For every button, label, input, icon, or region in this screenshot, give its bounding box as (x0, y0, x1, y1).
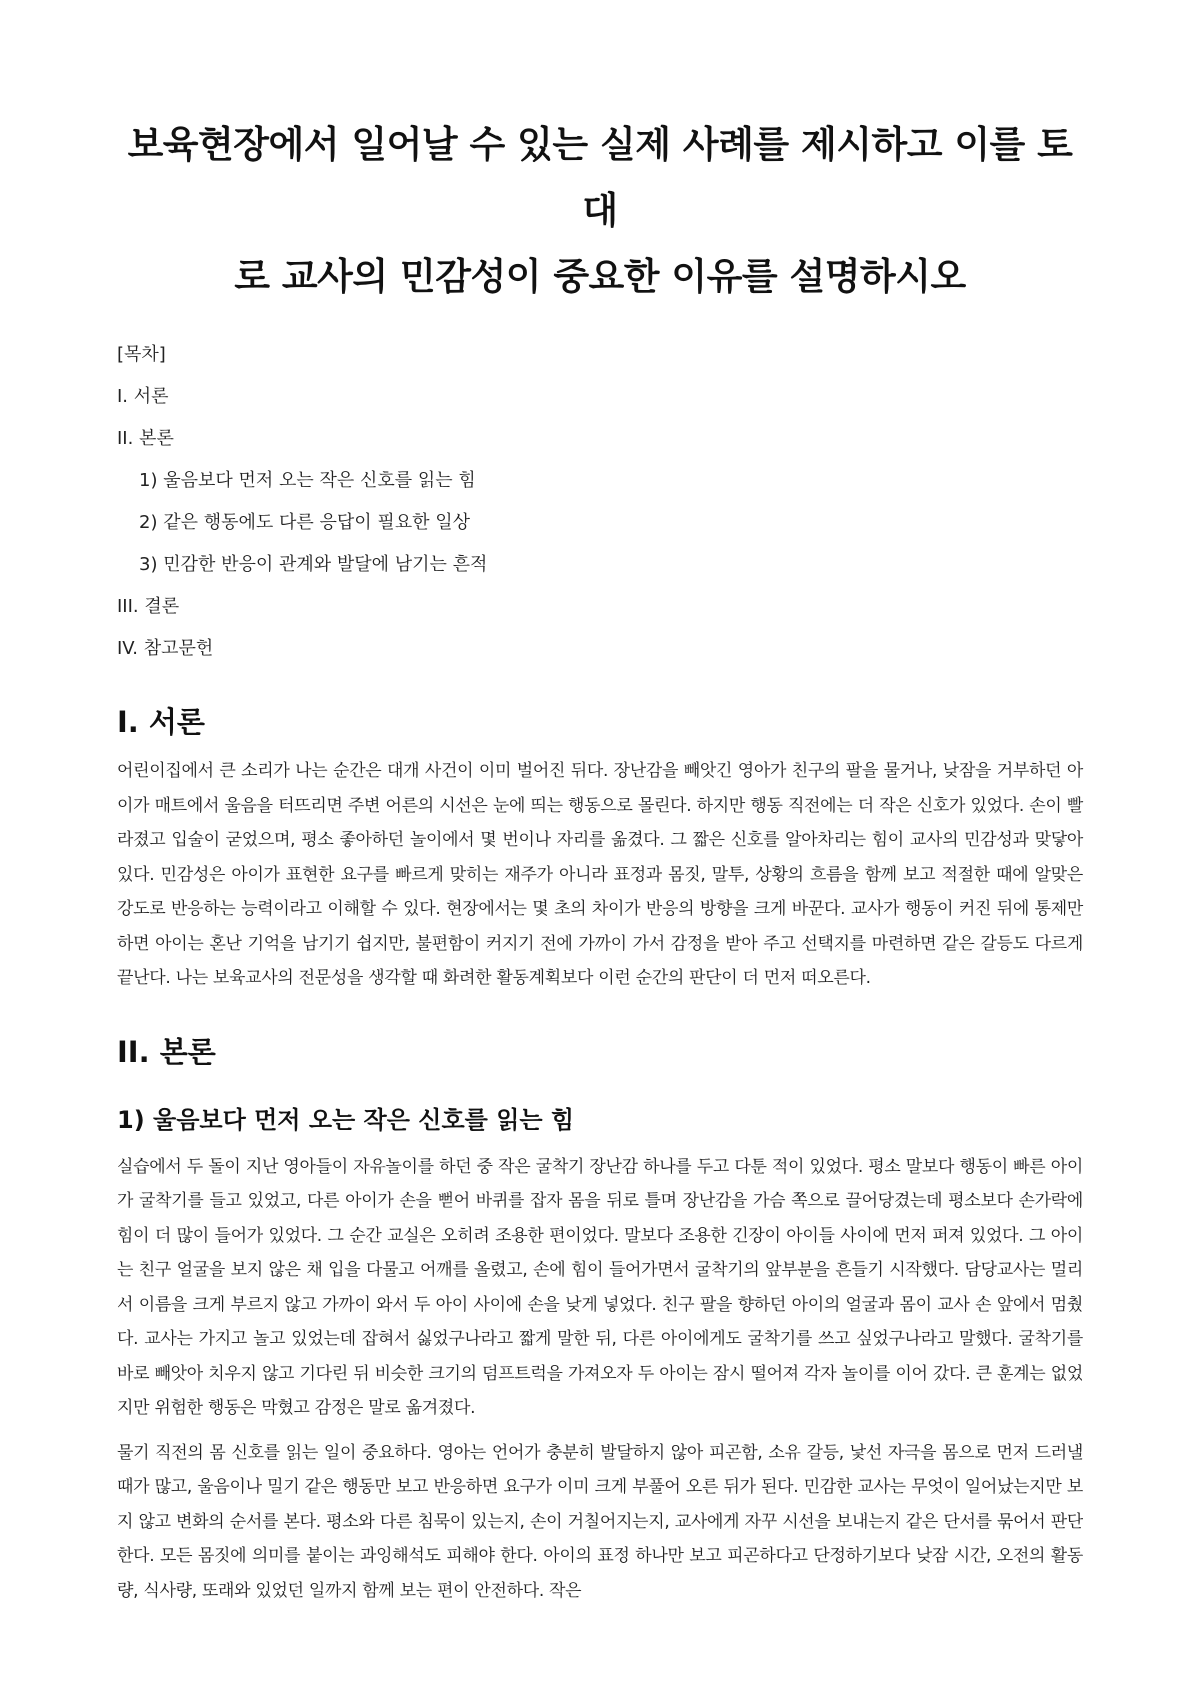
document-title (117, 112, 1083, 310)
toc-item-body-2: 2) 같은 행동에도 다른 응답이 필요한 일상 (139, 512, 471, 533)
subsection-heading-1: 1) 울음보다 먼저 오는 작은 신호를 읽는 힘 (117, 1105, 575, 1134)
toc-item-references: IV. 참고문헌 (117, 638, 214, 659)
intro-paragraph: 어린이집에서 큰 소리가 나는 순간은 대개 사건이 이미 벌어진 뒤다. 장난감을 빼앗긴 영아가 친구의 팔을 물거나, 낮잠을 거부하던 아이가 매트에서 울음을 터뜨리면 주변 어른의 시선은 눈에 띄는 행동으로 몰린다. 하지만 행동 직전에는 더 작은 신호가 있었다. 손이 빨라졌고 입술이 굳었으며, 평소 좋아하던 놀이에서 몇 번이나 자리를 옮겼다. 그 짧은 신호를 알아차리는 힘이 교사의 민감성과 맞닿아 있다. 민감성은 아이가 표현한 요구를 빠르게 맞히는 재주가 아니라 표정과 몸짓, 말투, 상황의 흐름을 함께 보고 적절한 때에 알맞은 강도로 반응하는 능력이라고 이해할 수 있다. 현장에서는 몇 초의 차이가 반응의 방향을 크게 바꾼다. 교사가 행동이 커진 뒤에 통제만 하면 아이는 혼난 기억을 남기기 쉽지만, 불편함이 커지기 전에 가까이 가서 감정을 받아 주고 선택지를 마련하면 같은 갈등도 다르게 끝난다. 나는 보육교사의 전문성을 생각할 때 화려한 활동계획보다 이런 순간의 판단이 더 먼저 떠오른다. (117, 761, 1083, 988)
title-line-2: 로 교사의 민감성이 중요한 이유를 설명하시오 (234, 255, 966, 298)
body-paragraph-1: 실습에서 두 돌이 지난 영아들이 자유놀이를 하던 중 작은 굴착기 장난감 하나를 두고 다툰 적이 있었다. 평소 말보다 행동이 빠른 아이가 굴착기를 들고 있었고, 다른 아이가 손을 뻗어 바퀴를 잡자 몸을 뒤로 틀며 장난감을 가슴 쪽으로 끌어당겼는데 평소보다 손가락에 힘이 더 많이 들어가 있었다. 그 순간 교실은 오히려 조용한 편이었다. 말보다 조용한 긴장이 아이들 사이에 먼저 퍼져 있었다. 그 아이는 친구 얼굴을 보지 않은 채 입을 다물고 어깨를 올렸고, 손에 힘이 들어가면서 굴착기의 앞부분을 흔들기 시작했다. 담당교사는 멀리서 이름을 크게 부르지 않고 가까이 와서 두 아이 사이에 손을 낮게 넣었다. 친구 팔을 향하던 아이의 얼굴과 몸이 교사 손 앞에서 멈췄다. 교사는 가지고 놀고 있었는데 잡혀서 싫었구나라고 짧게 말한 뒤, 다른 아이에게도 굴착기를 쓰고 싶었구나라고 말했다. 굴착기를 바로 빼앗아 치우지 않고 기다린 뒤 비슷한 크기의 덤프트럭을 가져오자 두 아이는 잠시 떨어져 각자 놀이를 이어 갔다. 큰 훈계는 없었지만 위험한 행동은 막혔고 감정은 말로 옮겨졌다. (117, 1156, 1083, 1418)
section-heading-body: II. 본론 (117, 1034, 216, 1069)
toc-heading: [목차] (117, 344, 166, 365)
toc-item-body: II. 본론 (117, 428, 174, 449)
toc-item-body-1: 1) 울음보다 먼저 오는 작은 신호를 읽는 힘 (139, 470, 476, 491)
toc-item-conclusion: III. 결론 (117, 596, 180, 617)
table-of-contents (117, 334, 1083, 670)
section-heading-intro: I. 서론 (117, 705, 205, 739)
title-line-1: 보육현장에서 일어날 수 있는 실제 사례를 제시하고 이를 토대 (127, 123, 1073, 232)
body-paragraph-2: 물기 직전의 몸 신호를 읽는 일이 중요하다. 영아는 언어가 충분히 발달하지 않아 피곤함, 소유 갈등, 낯선 자극을 몸으로 먼저 드러낼 때가 많고, 울음이나 밀기 같은 행동만 보고 반응하면 요구가 이미 크게 부풀어 오른 뒤가 된다. 민감한 교사는 무엇이 일어났는지만 보지 않고 변화의 순서를 본다. 평소와 다른 침묵이 있는지, 손이 거칠어지는지, 교사에게 자꾸 시선을 보내는지 같은 단서를 묶어서 판단한다. 모든 몸짓에 의미를 붙이는 과잉해석도 피해야 한다. 아이의 표정 하나만 보고 피곤하다고 단정하기보다 낮잠 시간, 오전의 활동량, 식사량, 또래와 있었던 일까지 함께 보는 편이 안전하다. 작은 (117, 1442, 1083, 1601)
toc-item-body-3: 3) 민감한 반응이 관계와 발달에 남기는 흔적 (139, 554, 488, 575)
toc-item-intro: I. 서론 (117, 386, 169, 407)
